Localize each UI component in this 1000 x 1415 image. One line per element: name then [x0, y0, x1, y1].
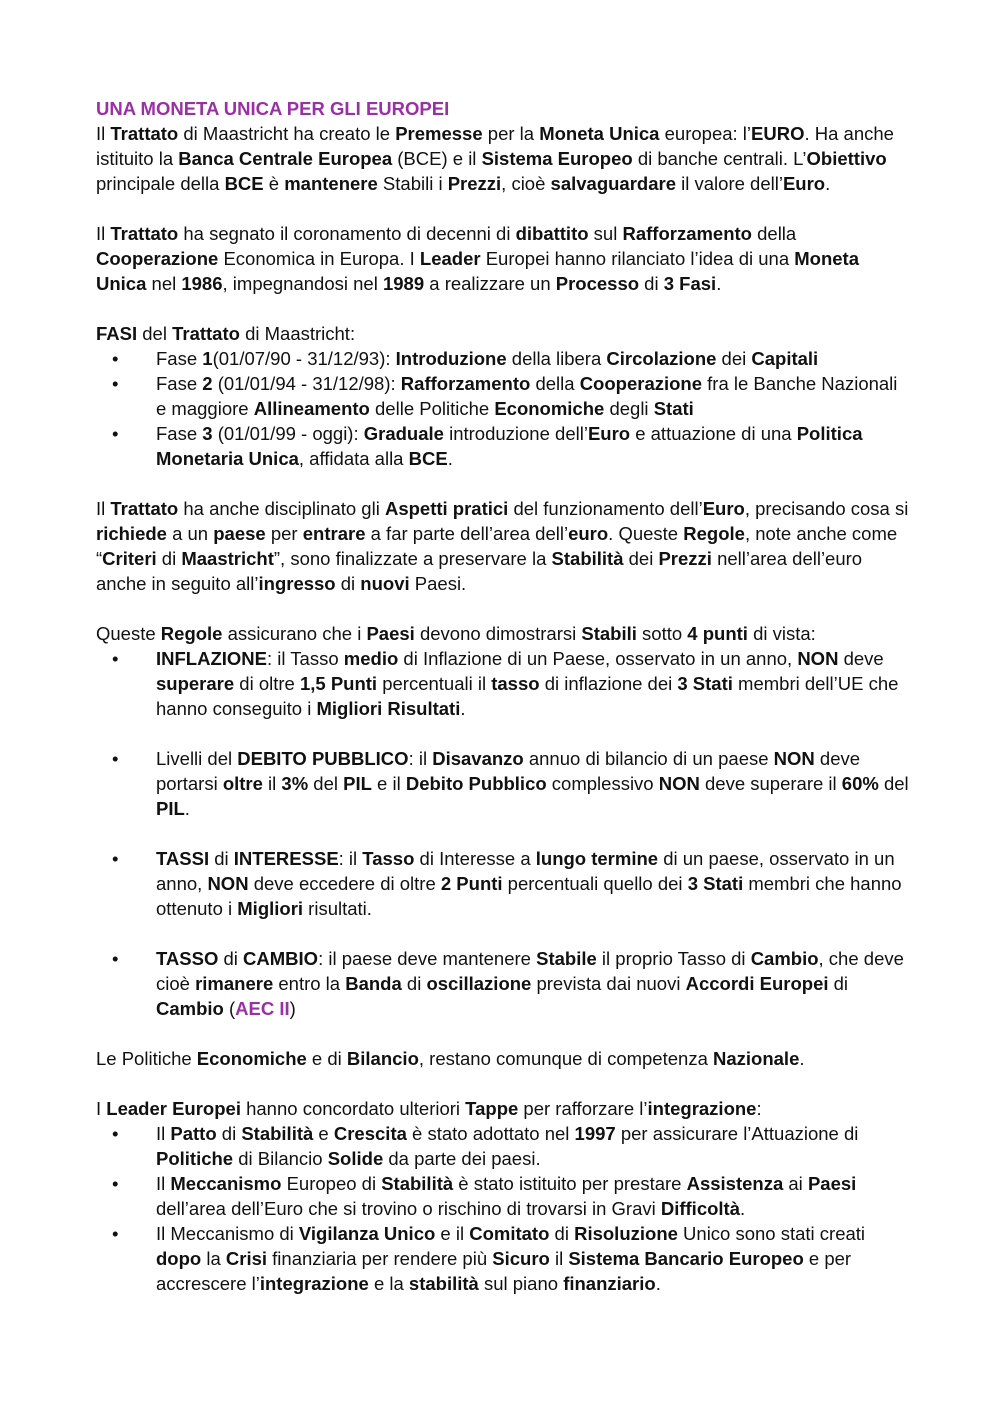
bold-text: Moneta Unica [539, 123, 660, 144]
text-run: a realizzare un [424, 273, 556, 294]
bold-text: Prezzi [447, 173, 502, 194]
text-run: . [825, 173, 831, 194]
text-run: sul [588, 223, 623, 244]
text-run: deve superare il [699, 773, 842, 794]
text-run: Unico sono stati creati [677, 1223, 866, 1244]
text-run: , affidata alla [298, 448, 409, 469]
bold-text: CAMBIO [243, 948, 319, 969]
bold-text: dopo [156, 1248, 202, 1269]
text-run: di [156, 548, 182, 569]
text-run: Paesi. [409, 573, 467, 594]
text-run: della libera [506, 348, 607, 369]
bold-text: Moneta Unica [96, 248, 859, 294]
bold-text: 4 punti [687, 623, 748, 644]
text-run: e di [306, 1048, 347, 1069]
text-run: e la [368, 1273, 409, 1294]
criteri-heading [96, 621, 910, 646]
bold-text: Risoluzione [574, 1223, 678, 1244]
text-run: da parte dei paesi. [383, 1148, 541, 1169]
bold-text: lungo termine [535, 848, 659, 869]
text-run: : il [338, 848, 363, 869]
paragraph-cooperazione [96, 221, 910, 296]
paragraph-regole [96, 496, 910, 596]
bold-text: 1989 [382, 273, 425, 294]
text-run: nell’area dell’euro anche in seguito all’ [96, 548, 863, 594]
text-run: : [756, 1098, 762, 1119]
text-run: di [401, 973, 427, 994]
bold-text: Stati [653, 398, 694, 419]
text-run: , note anche come “ [96, 523, 898, 569]
bold-text: Trattato [110, 223, 179, 244]
text-run: del [308, 773, 344, 794]
text-run: Il [156, 1123, 171, 1144]
bold-text: Euro [587, 423, 631, 444]
bold-text: Graduale [363, 423, 444, 444]
bold-text: TASSO [156, 948, 219, 969]
text-run: ai [783, 1173, 808, 1194]
bold-text: 2 Punti [440, 873, 503, 894]
bold-text: entrare [302, 523, 366, 544]
bold-text: 3% [281, 773, 309, 794]
bold-text: 1 [202, 348, 213, 369]
bold-text: Stabili [581, 623, 637, 644]
text-run: della [530, 373, 580, 394]
bold-text: Cooperazione [96, 248, 219, 269]
text-run: hanno concordato ulteriori [240, 1098, 466, 1119]
text-run: devono dimostrarsi [414, 623, 582, 644]
text-run: Il Meccanismo di [156, 1223, 299, 1244]
bold-text: 1,5 Punti [299, 673, 378, 694]
text-run: introduzione dell’ [443, 423, 588, 444]
text-run: della [751, 223, 797, 244]
text-run: Europeo di [281, 1173, 382, 1194]
text-run: per la [482, 123, 540, 144]
text-run: di un paese, osservato in un anno, [156, 848, 895, 894]
bold-text: tasso [491, 673, 540, 694]
bold-text: Leader [419, 248, 481, 269]
bold-text: Disavanzo [432, 748, 524, 769]
text-run: dei [716, 348, 752, 369]
text-run: . [655, 1273, 661, 1294]
text-run: Queste [96, 623, 161, 644]
text-run: a un [166, 523, 214, 544]
text-run: il valore dell’ [676, 173, 783, 194]
text-run: ha anche disciplinato gli [178, 498, 385, 519]
text-run: è stato istituito per prestare [453, 1173, 687, 1194]
bold-text: Criteri [102, 548, 157, 569]
bold-text: Cooperazione [579, 373, 703, 394]
text-run: di [218, 948, 244, 969]
text-run: il proprio Tasso di [596, 948, 751, 969]
bold-text: Banda [345, 973, 402, 994]
bold-text: Trattato [110, 498, 179, 519]
text-run: del funzionamento dell’ [508, 498, 703, 519]
text-run: Le Politiche [96, 1048, 197, 1069]
bold-text: Euro [702, 498, 745, 519]
bold-text: NON [797, 648, 839, 669]
text-run: annuo di bilancio di un paese [523, 748, 774, 769]
list-item-fase-2 [96, 371, 910, 421]
text-run: Il [96, 123, 111, 144]
bold-text: Euro [782, 173, 826, 194]
bold-text: Migliori Risultati [316, 698, 461, 719]
text-run: di [549, 1223, 575, 1244]
bold-text: Circolazione [606, 348, 717, 369]
bold-text: Tappe [465, 1098, 519, 1119]
bold-text: dibattito [515, 223, 589, 244]
bold-text: 3 Stati [687, 873, 744, 894]
text-run: ”, sono finalizzate a preservare la [273, 548, 552, 569]
text-run: sotto [636, 623, 688, 644]
bold-text: Vigilanza Unico [298, 1223, 436, 1244]
bold-text: Prezzi [658, 548, 712, 569]
text-run: finanziaria per rendere più [267, 1248, 493, 1269]
text-run: ha segnato il coronamento di decenni di [178, 223, 516, 244]
text-run: , restano comunque di competenza [418, 1048, 713, 1069]
bold-text: Assistenza [686, 1173, 784, 1194]
text-run: Il [96, 223, 111, 244]
text-run: è stato adottato nel [406, 1123, 575, 1144]
text-run: Europei hanno rilanciato l’idea di una [480, 248, 795, 269]
bold-text: oscillazione [426, 973, 532, 994]
bold-text: Stabilità [551, 548, 624, 569]
text-run: ( [223, 998, 236, 1019]
text-run: del [137, 323, 173, 344]
bold-text: Politiche [156, 1148, 234, 1169]
text-run: . [460, 698, 466, 719]
text-run: sul piano [478, 1273, 564, 1294]
bold-text: NON [207, 873, 249, 894]
bold-text: Introduzione [395, 348, 507, 369]
bold-text: Trattato [110, 123, 179, 144]
text-run: . [740, 1198, 746, 1219]
bold-text: Patto [170, 1123, 217, 1144]
bold-text: superare [156, 673, 235, 694]
text-run: percentuali quello dei [502, 873, 688, 894]
bold-text: 1986 [181, 273, 223, 294]
bold-text: PIL [156, 798, 185, 819]
bold-text: Processo [555, 273, 640, 294]
bold-text: salvaguardare [550, 173, 676, 194]
bold-text: BCE [224, 173, 264, 194]
fasi-list [96, 346, 910, 471]
text-run: fra le Banche Nazionali e maggiore [156, 373, 898, 419]
text-run: : il [408, 748, 433, 769]
list-item-fase-1 [96, 346, 910, 371]
bold-text: euro [568, 523, 609, 544]
text-run: di [639, 273, 664, 294]
text-run: , cioè [501, 173, 551, 194]
bold-text: ingresso [258, 573, 336, 594]
document-title: UNA MONETA UNICA PER GLI EUROPEI [96, 98, 450, 119]
bold-text: Migliori [237, 898, 304, 919]
bold-text: Sicuro [492, 1248, 550, 1269]
text-run: Livelli del [156, 748, 238, 769]
bold-text: Accordi Europei [685, 973, 829, 994]
text-run: ) [289, 998, 296, 1019]
bold-text: Stabilità [381, 1173, 454, 1194]
bold-text: 3 Fasi [663, 273, 717, 294]
bold-text: Premesse [395, 123, 483, 144]
text-run: di Maastricht ha creato le [178, 123, 396, 144]
bold-text: Trattato [172, 323, 240, 344]
text-run: il [549, 1248, 569, 1269]
bold-text: nuovi [360, 573, 410, 594]
text-run: (01/01/99 - oggi): [212, 423, 364, 444]
text-run: deve portarsi [156, 748, 861, 794]
text-run: , precisando cosa si [744, 498, 909, 519]
paragraph-intro [96, 121, 910, 196]
text-run: assicurano che i [222, 623, 367, 644]
text-run: di inflazione dei [539, 673, 678, 694]
text-run: Il [96, 498, 111, 519]
text-run: I [96, 1098, 107, 1119]
text-run: : il paese deve mantenere [318, 948, 537, 969]
bold-text: NON [773, 748, 815, 769]
bold-text: Stabile [536, 948, 597, 969]
text-run: prevista dai nuovi [531, 973, 686, 994]
text-run: membri che hanno ottenuto i [156, 873, 902, 919]
list-item-patto-stabilita [96, 1121, 910, 1171]
list-item-vigilanza-unico [96, 1221, 910, 1296]
text-run: (01/01/94 - 31/12/98): [212, 373, 401, 394]
bold-text: Solide [327, 1148, 384, 1169]
bold-text: Paesi [807, 1173, 857, 1194]
criteri-list [96, 646, 910, 1021]
text-run: di [335, 573, 361, 594]
bold-text: mantenere [284, 173, 378, 194]
bold-text: DEBITO PUBBLICO [237, 748, 409, 769]
bold-text: Debito Pubblico [405, 773, 547, 794]
bold-text: paese [213, 523, 266, 544]
text-run: e il [371, 773, 406, 794]
bold-text: EURO [751, 123, 805, 144]
bold-text: Maastricht [181, 548, 274, 569]
bold-text: Comitato [469, 1223, 550, 1244]
list-item-debito-pubblico [96, 746, 910, 821]
bold-text: Regole [683, 523, 745, 544]
bold-text: Leader Europei [106, 1098, 241, 1119]
text-run: di [828, 973, 849, 994]
text-run: dei [623, 548, 659, 569]
bold-text: Crisi [225, 1248, 268, 1269]
text-run: a far parte dell’area dell’ [365, 523, 569, 544]
text-run: membri dell’UE che hanno conseguito i [156, 673, 899, 719]
bold-text: 60% [841, 773, 879, 794]
bold-text: TASSI [156, 848, 210, 869]
bold-text: stabilità [408, 1273, 479, 1294]
text-run: il [262, 773, 282, 794]
bold-text: Meccanismo [170, 1173, 282, 1194]
highlight-text: AEC II [235, 998, 290, 1019]
text-run: e per accrescere l’ [156, 1248, 852, 1294]
text-run: di Inflazione di un Paese, osservato in un anno, [398, 648, 798, 669]
bold-text: Nazionale [713, 1048, 800, 1069]
bold-text: Stabilità [241, 1123, 314, 1144]
paragraph-politiche [96, 1046, 910, 1071]
text-run: entro la [273, 973, 346, 994]
bold-text: 3 Stati [677, 673, 733, 694]
text-run: di oltre [234, 673, 300, 694]
list-item-tassi-interesse [96, 846, 910, 921]
bold-text: Rafforzamento [400, 373, 531, 394]
bold-text: Banca Centrale Europea [178, 148, 393, 169]
bold-text: INFLAZIONE [156, 648, 267, 669]
bold-text: INTERESSE [233, 848, 339, 869]
bold-text: Tasso [362, 848, 415, 869]
bold-text: Capitali [751, 348, 819, 369]
text-run: . [799, 1048, 805, 1069]
text-run: complessivo [546, 773, 659, 794]
bold-text: 2 [202, 373, 213, 394]
text-run: europea: l’ [659, 123, 752, 144]
bold-text: Sistema Europeo [481, 148, 633, 169]
text-run: per rafforzare l’ [518, 1098, 648, 1119]
text-run: è [263, 173, 285, 194]
text-run: Fase [156, 348, 203, 369]
text-run: dell’area dell’Euro che si trovino o rischino di trovarsi in Gravi [156, 1198, 661, 1219]
bold-text: PIL [343, 773, 372, 794]
text-run: degli [604, 398, 654, 419]
tappe-list [96, 1121, 910, 1296]
text-run: di [216, 1123, 242, 1144]
list-item-inflazione [96, 646, 910, 721]
bold-text: 3 [202, 423, 213, 444]
text-run: . Ha anche istituito la [96, 123, 894, 169]
bold-text: Difficoltà [660, 1198, 740, 1219]
text-run: deve [838, 648, 884, 669]
text-run: e [313, 1123, 334, 1144]
text-run: la [201, 1248, 226, 1269]
bold-text: 1997 [574, 1123, 616, 1144]
list-item-tasso-cambio [96, 946, 910, 1021]
text-run: di [209, 848, 234, 869]
bold-text: Regole [160, 623, 223, 644]
bold-text: integrazione [647, 1098, 757, 1119]
text-run: di vista: [747, 623, 816, 644]
text-run: Economica in Europa. I [218, 248, 420, 269]
bold-text: Obiettivo [806, 148, 887, 169]
bold-text: medio [343, 648, 399, 669]
text-run: . [184, 798, 190, 819]
bold-text: oltre [222, 773, 263, 794]
text-run: di Interesse a [414, 848, 536, 869]
text-run: : il Tasso [267, 648, 344, 669]
bold-text: Economiche [494, 398, 605, 419]
bold-text: Allineamento [253, 398, 370, 419]
text-run: (01/07/90 - 31/12/93): [212, 348, 396, 369]
text-run: Stabili i [377, 173, 448, 194]
tappe-heading [96, 1096, 910, 1121]
text-run: per [265, 523, 303, 544]
text-run: (BCE) e il [392, 148, 482, 169]
list-item-meccanismo-stabilita [96, 1171, 910, 1221]
bold-text: Bilancio [346, 1048, 419, 1069]
fasi-heading [96, 321, 910, 346]
text-run: risultati. [303, 898, 372, 919]
text-run: . [447, 448, 453, 469]
text-run: Fase [156, 423, 203, 444]
bold-text: FASI [96, 323, 138, 344]
bold-text: Sistema Bancario Europeo [568, 1248, 804, 1269]
bold-text: Economiche [196, 1048, 307, 1069]
bold-text: Crescita [333, 1123, 407, 1144]
text-run: di banche centrali. L’ [632, 148, 807, 169]
text-run: di Maastricht: [239, 323, 356, 344]
bold-text: Rafforzamento [622, 223, 752, 244]
bold-text: Cambio [156, 998, 224, 1019]
text-run: e attuazione di una [630, 423, 797, 444]
text-run: . Queste [608, 523, 684, 544]
list-item-fase-3 [96, 421, 910, 471]
bold-text: integrazione [259, 1273, 369, 1294]
bold-text: rimanere [195, 973, 274, 994]
text-run: per assicurare l’Attuazione di [615, 1123, 859, 1144]
bold-text: Aspetti pratici [384, 498, 509, 519]
text-run: di Bilancio [233, 1148, 328, 1169]
bold-text: Cambio [750, 948, 819, 969]
text-run: . [716, 273, 722, 294]
text-run: percentuali il [377, 673, 492, 694]
bold-text: richiede [96, 523, 167, 544]
bold-text: BCE [408, 448, 448, 469]
text-run: nel [146, 273, 182, 294]
text-run: del [878, 773, 909, 794]
text-run: Fase [156, 373, 203, 394]
text-run: Il [156, 1173, 171, 1194]
bold-text: Paesi [366, 623, 415, 644]
bold-text: finanziario [563, 1273, 656, 1294]
text-run: e il [435, 1223, 470, 1244]
text-run: , impegnandosi nel [222, 273, 383, 294]
text-run: , che deve cioè [156, 948, 904, 994]
bold-text: NON [658, 773, 700, 794]
text-run: deve eccedere di oltre [248, 873, 441, 894]
bold-text: Politica Monetaria Unica [156, 423, 863, 469]
text-run: principale della [96, 173, 225, 194]
text-run: delle Politiche [369, 398, 495, 419]
